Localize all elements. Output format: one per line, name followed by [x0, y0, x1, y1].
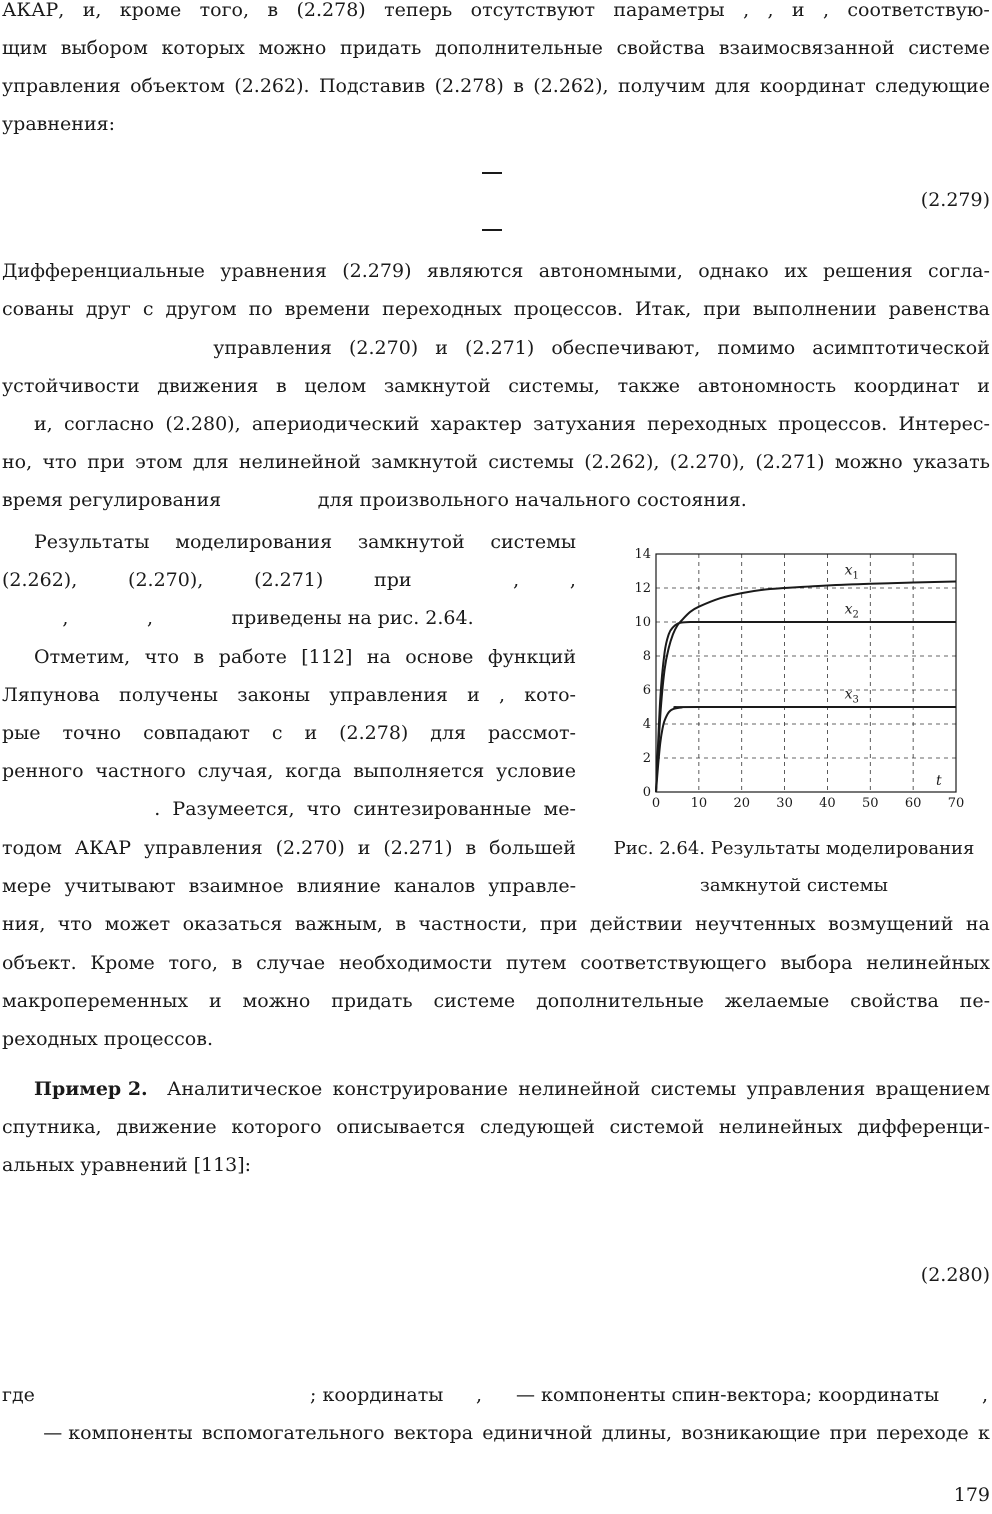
equation-number: (2.279) — [920, 189, 990, 211]
word: переходных — [382, 298, 502, 320]
word: параметры — [613, 0, 725, 21]
word: вектора — [393, 1422, 474, 1444]
word: по — [248, 298, 273, 320]
x-tick-label: 0 — [651, 796, 661, 811]
word: соответствую- — [847, 0, 990, 21]
word: Результаты — [34, 531, 150, 553]
figure-caption: замкнутой системы — [700, 875, 888, 896]
text-line — [2, 829, 576, 867]
text-line — [2, 905, 990, 943]
word: , — [743, 0, 750, 21]
word: целом — [304, 375, 367, 397]
word: мере — [2, 875, 52, 897]
text-line — [2, 676, 576, 714]
text-line — [2, 714, 576, 752]
word: (2.271) — [755, 451, 825, 473]
word: в — [231, 952, 243, 974]
word: , — [569, 569, 576, 591]
word: можно — [242, 990, 311, 1012]
text-line — [2, 1108, 990, 1146]
word: для — [192, 451, 229, 473]
word: рые — [2, 722, 41, 744]
word: можно — [258, 37, 327, 59]
text-line — [2, 982, 990, 1020]
word: желаемые — [724, 990, 830, 1012]
word: системы — [650, 1078, 737, 1100]
word: нелинейной — [518, 1078, 641, 1100]
word: единичной — [482, 1422, 593, 1444]
word: другом — [165, 298, 237, 320]
text-line — [2, 0, 990, 29]
word: (2.271) — [254, 569, 324, 591]
text-line — [162, 329, 990, 367]
word: получены — [119, 684, 218, 706]
word: системы, — [508, 375, 600, 397]
word: автономными, — [538, 260, 683, 282]
text-line — [2, 29, 990, 67]
word: которого — [231, 1116, 322, 1138]
word: движение — [116, 1116, 217, 1138]
y-tick-label: 12 — [634, 581, 651, 596]
word: (2.270) — [275, 837, 345, 859]
word: и — [791, 0, 805, 21]
text-line — [167, 1070, 990, 1108]
word: в — [193, 646, 205, 668]
word: длины, — [601, 1422, 673, 1444]
example-heading: Пример 2. — [34, 1078, 148, 1100]
word: вспомогательного — [201, 1422, 385, 1444]
word: что — [306, 798, 342, 820]
word: (2.262), — [584, 451, 660, 473]
word: и — [208, 990, 222, 1012]
word: что — [57, 913, 93, 935]
word: к — [978, 1422, 990, 1444]
word: помимо — [717, 337, 796, 359]
text-line — [34, 1414, 990, 1452]
word: отсутствуют — [470, 0, 595, 21]
word: моделирования — [175, 531, 333, 553]
text-line — [2, 443, 990, 481]
word: пе- — [959, 990, 990, 1012]
word: процессов. — [513, 298, 623, 320]
word: вращением — [875, 1078, 990, 1100]
word: движения — [157, 375, 259, 397]
text-line — [34, 405, 990, 443]
y-tick-label: 6 — [642, 683, 651, 698]
y-tick-label: 0 — [642, 785, 651, 800]
word: синтезированные — [353, 798, 532, 820]
word: действии — [589, 913, 683, 935]
word: системе — [908, 37, 990, 59]
word: в — [395, 913, 407, 935]
word: возмущений — [828, 913, 954, 935]
word: большей — [489, 837, 576, 859]
word: где — [2, 1384, 35, 1406]
word: (2.280), — [165, 413, 241, 435]
word: переходных — [647, 413, 767, 435]
word: автономность — [697, 375, 837, 397]
word: выполняется — [353, 760, 485, 782]
word: системы — [488, 451, 574, 473]
word: основе — [405, 646, 474, 668]
word: (2.279) — [342, 260, 412, 282]
word: управления — [746, 1078, 866, 1100]
word: получим — [617, 75, 706, 97]
simulation-chart — [600, 540, 988, 820]
x-axis-label: t — [936, 773, 942, 790]
word: (2.270), — [128, 569, 204, 591]
y-tick-label: 4 — [642, 717, 651, 732]
x-tick-label: 70 — [947, 796, 965, 811]
word: их — [784, 260, 808, 282]
text-line — [34, 523, 576, 561]
word: замкнутой — [357, 531, 465, 553]
word: согла- — [928, 260, 990, 282]
word: характер — [430, 413, 522, 435]
word: . — [154, 798, 161, 820]
text-line: реходных процессов. — [2, 1028, 213, 1050]
word: условие — [496, 760, 576, 782]
word: объект. — [2, 952, 77, 974]
word: апериодический — [251, 413, 420, 435]
word: но, — [2, 451, 33, 473]
word: при — [87, 451, 125, 473]
word: (2.262). — [234, 75, 310, 97]
word: при — [829, 1422, 868, 1444]
word: спутника, — [2, 1116, 102, 1138]
y-tick-label: 14 — [634, 547, 651, 562]
word: дополнительные — [435, 37, 603, 59]
word: при — [539, 913, 578, 935]
word: того, — [199, 0, 250, 21]
word: выполнении — [752, 298, 877, 320]
word: координат — [759, 75, 866, 97]
word: Ляпунова — [2, 684, 100, 706]
text-line — [34, 638, 576, 676]
word: кроме — [119, 0, 182, 21]
word: и, — [34, 413, 53, 435]
page-number: 179 — [953, 1484, 990, 1506]
word: решения — [822, 260, 913, 282]
word: и, — [82, 0, 102, 21]
word: процессов. — [778, 413, 888, 435]
series-label: $x_1$ — [844, 562, 859, 582]
series-label: $x_3$ — [844, 686, 859, 706]
text-line — [130, 790, 576, 828]
word: выбором — [60, 37, 148, 59]
word: путем — [506, 952, 567, 974]
word: ренного — [2, 760, 84, 782]
word: (2.270) — [348, 337, 419, 359]
word: равенства — [888, 298, 990, 320]
word: важным, — [294, 913, 383, 935]
x-tick-label: 30 — [776, 796, 793, 811]
word: сованы — [2, 298, 74, 320]
word: законы — [237, 684, 310, 706]
word: координат — [853, 375, 960, 397]
word: придать — [339, 37, 422, 59]
word: на — [965, 913, 990, 935]
word: работе — [218, 646, 287, 668]
word: нелинейных — [718, 1116, 843, 1138]
word: нелинейных — [866, 952, 990, 974]
text-line: время регулирования для произвольного начального состояния. — [2, 489, 747, 511]
x-tick-label: 20 — [733, 796, 750, 811]
word: (2.262), — [2, 569, 78, 591]
y-tick-label: 10 — [634, 615, 651, 630]
word: Аналитическое — [167, 1078, 323, 1100]
word: , — [982, 1384, 989, 1406]
word: объектом — [130, 75, 225, 97]
x-tick-label: 60 — [904, 796, 922, 811]
word: для — [714, 75, 751, 97]
word: в — [513, 75, 524, 97]
word: ; координаты — [310, 1384, 444, 1406]
word: (2.262), — [533, 75, 609, 97]
text-line — [2, 290, 990, 328]
x-tick-label: 50 — [862, 796, 879, 811]
word: в — [276, 375, 287, 397]
word: рассмот- — [488, 722, 576, 744]
word: друг — [85, 298, 131, 320]
word: Интерес- — [898, 413, 990, 435]
word: с — [142, 298, 154, 320]
word: которых — [161, 37, 245, 59]
word: являются — [426, 260, 524, 282]
word: Разумеется, — [172, 798, 295, 820]
word: , — [767, 0, 774, 21]
word: времени — [284, 298, 371, 320]
word: может — [104, 913, 171, 935]
word: и — [467, 684, 480, 706]
word: для — [430, 722, 467, 744]
word: на — [366, 646, 391, 668]
word: и — [977, 375, 990, 397]
word: управления — [144, 837, 263, 859]
word: , — [476, 1384, 483, 1406]
word: соответствующего — [580, 952, 767, 974]
word: асимптотической — [812, 337, 990, 359]
word: (2.270), — [669, 451, 746, 473]
word: дополнительные — [536, 990, 704, 1012]
word: Кроме — [90, 952, 155, 974]
fraction-bar — [482, 172, 502, 174]
word: — компоненты — [43, 1422, 193, 1444]
word: АКАР, — [2, 0, 65, 21]
word: (2.278) — [339, 722, 409, 744]
word: ме- — [543, 798, 576, 820]
word: затухания — [533, 413, 636, 435]
text-line: альных уравнений [113]: — [2, 1154, 252, 1176]
word: этом — [135, 451, 183, 473]
text-line — [2, 67, 990, 105]
word: , — [822, 0, 829, 21]
text-line — [2, 867, 576, 905]
word: при — [703, 298, 741, 320]
text-line — [2, 561, 576, 599]
word: функций — [487, 646, 576, 668]
word: свойства — [850, 990, 939, 1012]
word: уравнения — [220, 260, 327, 282]
word: управления — [213, 337, 332, 359]
word: возникающие — [681, 1422, 821, 1444]
word: того, — [168, 952, 218, 974]
word: взаимосвязанной — [718, 37, 895, 59]
word: необходимости — [338, 952, 493, 974]
word: частности, — [418, 913, 528, 935]
word: следующей — [479, 1116, 595, 1138]
text-line — [2, 944, 990, 982]
word: в — [267, 0, 279, 21]
series-label: $x_2$ — [844, 601, 859, 621]
plot-frame — [656, 554, 956, 792]
word: Дифференциальные — [2, 260, 205, 282]
word: конструирование — [332, 1078, 508, 1100]
word: следующие — [875, 75, 990, 97]
equation-number: (2.280) — [920, 1264, 990, 1286]
word: (2.271) — [383, 837, 453, 859]
word: когда — [285, 760, 342, 782]
word: что — [144, 646, 180, 668]
word: и — [304, 722, 318, 744]
y-tick-label: 2 — [642, 751, 651, 766]
word: совпадают — [143, 722, 250, 744]
word: системе — [433, 990, 516, 1012]
word: управле- — [488, 875, 576, 897]
word: каналов — [393, 875, 476, 897]
word: системой — [609, 1116, 705, 1138]
word: при — [374, 569, 412, 591]
word: учитывают — [64, 875, 176, 897]
word: кото- — [524, 684, 576, 706]
text-line — [2, 252, 990, 290]
word: точно — [62, 722, 122, 744]
word: Итак, — [634, 298, 692, 320]
word: , — [499, 684, 506, 706]
text-line: уравнения: — [2, 113, 115, 135]
text-line: , , приведены на рис. 2.64. — [2, 607, 474, 629]
word: случая, — [197, 760, 274, 782]
word: Подставив — [318, 75, 426, 97]
word: устойчивости — [2, 375, 140, 397]
word: придать — [331, 990, 413, 1012]
y-tick-label: 8 — [642, 649, 651, 664]
word: управления — [329, 684, 448, 706]
word: (2.278) — [296, 0, 366, 21]
word: ния, — [2, 913, 46, 935]
x-tick-label: 10 — [690, 796, 708, 811]
series-line-x1 — [656, 582, 956, 792]
series-line-x3 — [656, 707, 956, 792]
word: однако — [698, 260, 769, 282]
word: [112] — [301, 646, 353, 668]
word: управления — [2, 75, 121, 97]
example-title — [34, 1070, 148, 1108]
word: (2.278) — [434, 75, 504, 97]
word: теперь — [384, 0, 453, 21]
word: частного — [95, 760, 186, 782]
figure-caption: Рис. 2.64. Результаты моделирования — [613, 838, 975, 859]
word: тодом — [2, 837, 62, 859]
word: макропеременных — [2, 990, 189, 1012]
word: дифференци- — [857, 1116, 990, 1138]
fraction-bar — [482, 229, 502, 231]
word: согласно — [63, 413, 155, 435]
word: — компоненты спин-вектора; координаты — [516, 1384, 940, 1406]
word: щим — [2, 37, 48, 59]
word: случае — [256, 952, 326, 974]
word: нелинейной — [238, 451, 361, 473]
word: свойства — [616, 37, 706, 59]
word: влияние — [296, 875, 381, 897]
word: с — [271, 722, 283, 744]
word: что — [42, 451, 77, 473]
word: и — [357, 837, 371, 859]
word: Отметим, — [34, 646, 131, 668]
word: обеспечивают, — [551, 337, 701, 359]
word: также — [617, 375, 681, 397]
word: описывается — [336, 1116, 466, 1138]
word: , — [513, 569, 520, 591]
text-line — [2, 752, 576, 790]
x-tick-label: 40 — [819, 796, 836, 811]
word: системы — [490, 531, 576, 553]
word: в — [465, 837, 477, 859]
word: выбора — [780, 952, 853, 974]
word: можно — [834, 451, 903, 473]
word: замкнутой — [371, 451, 478, 473]
word: АКАР — [74, 837, 132, 859]
word: оказаться — [182, 913, 283, 935]
word: взаимное — [188, 875, 284, 897]
word: неучтенных — [695, 913, 816, 935]
word: переходе — [876, 1422, 969, 1444]
word: и — [435, 337, 448, 359]
word: указать — [913, 451, 990, 473]
word: замкнутой — [383, 375, 491, 397]
word: (2.271) — [465, 337, 535, 359]
text-line — [2, 367, 990, 405]
